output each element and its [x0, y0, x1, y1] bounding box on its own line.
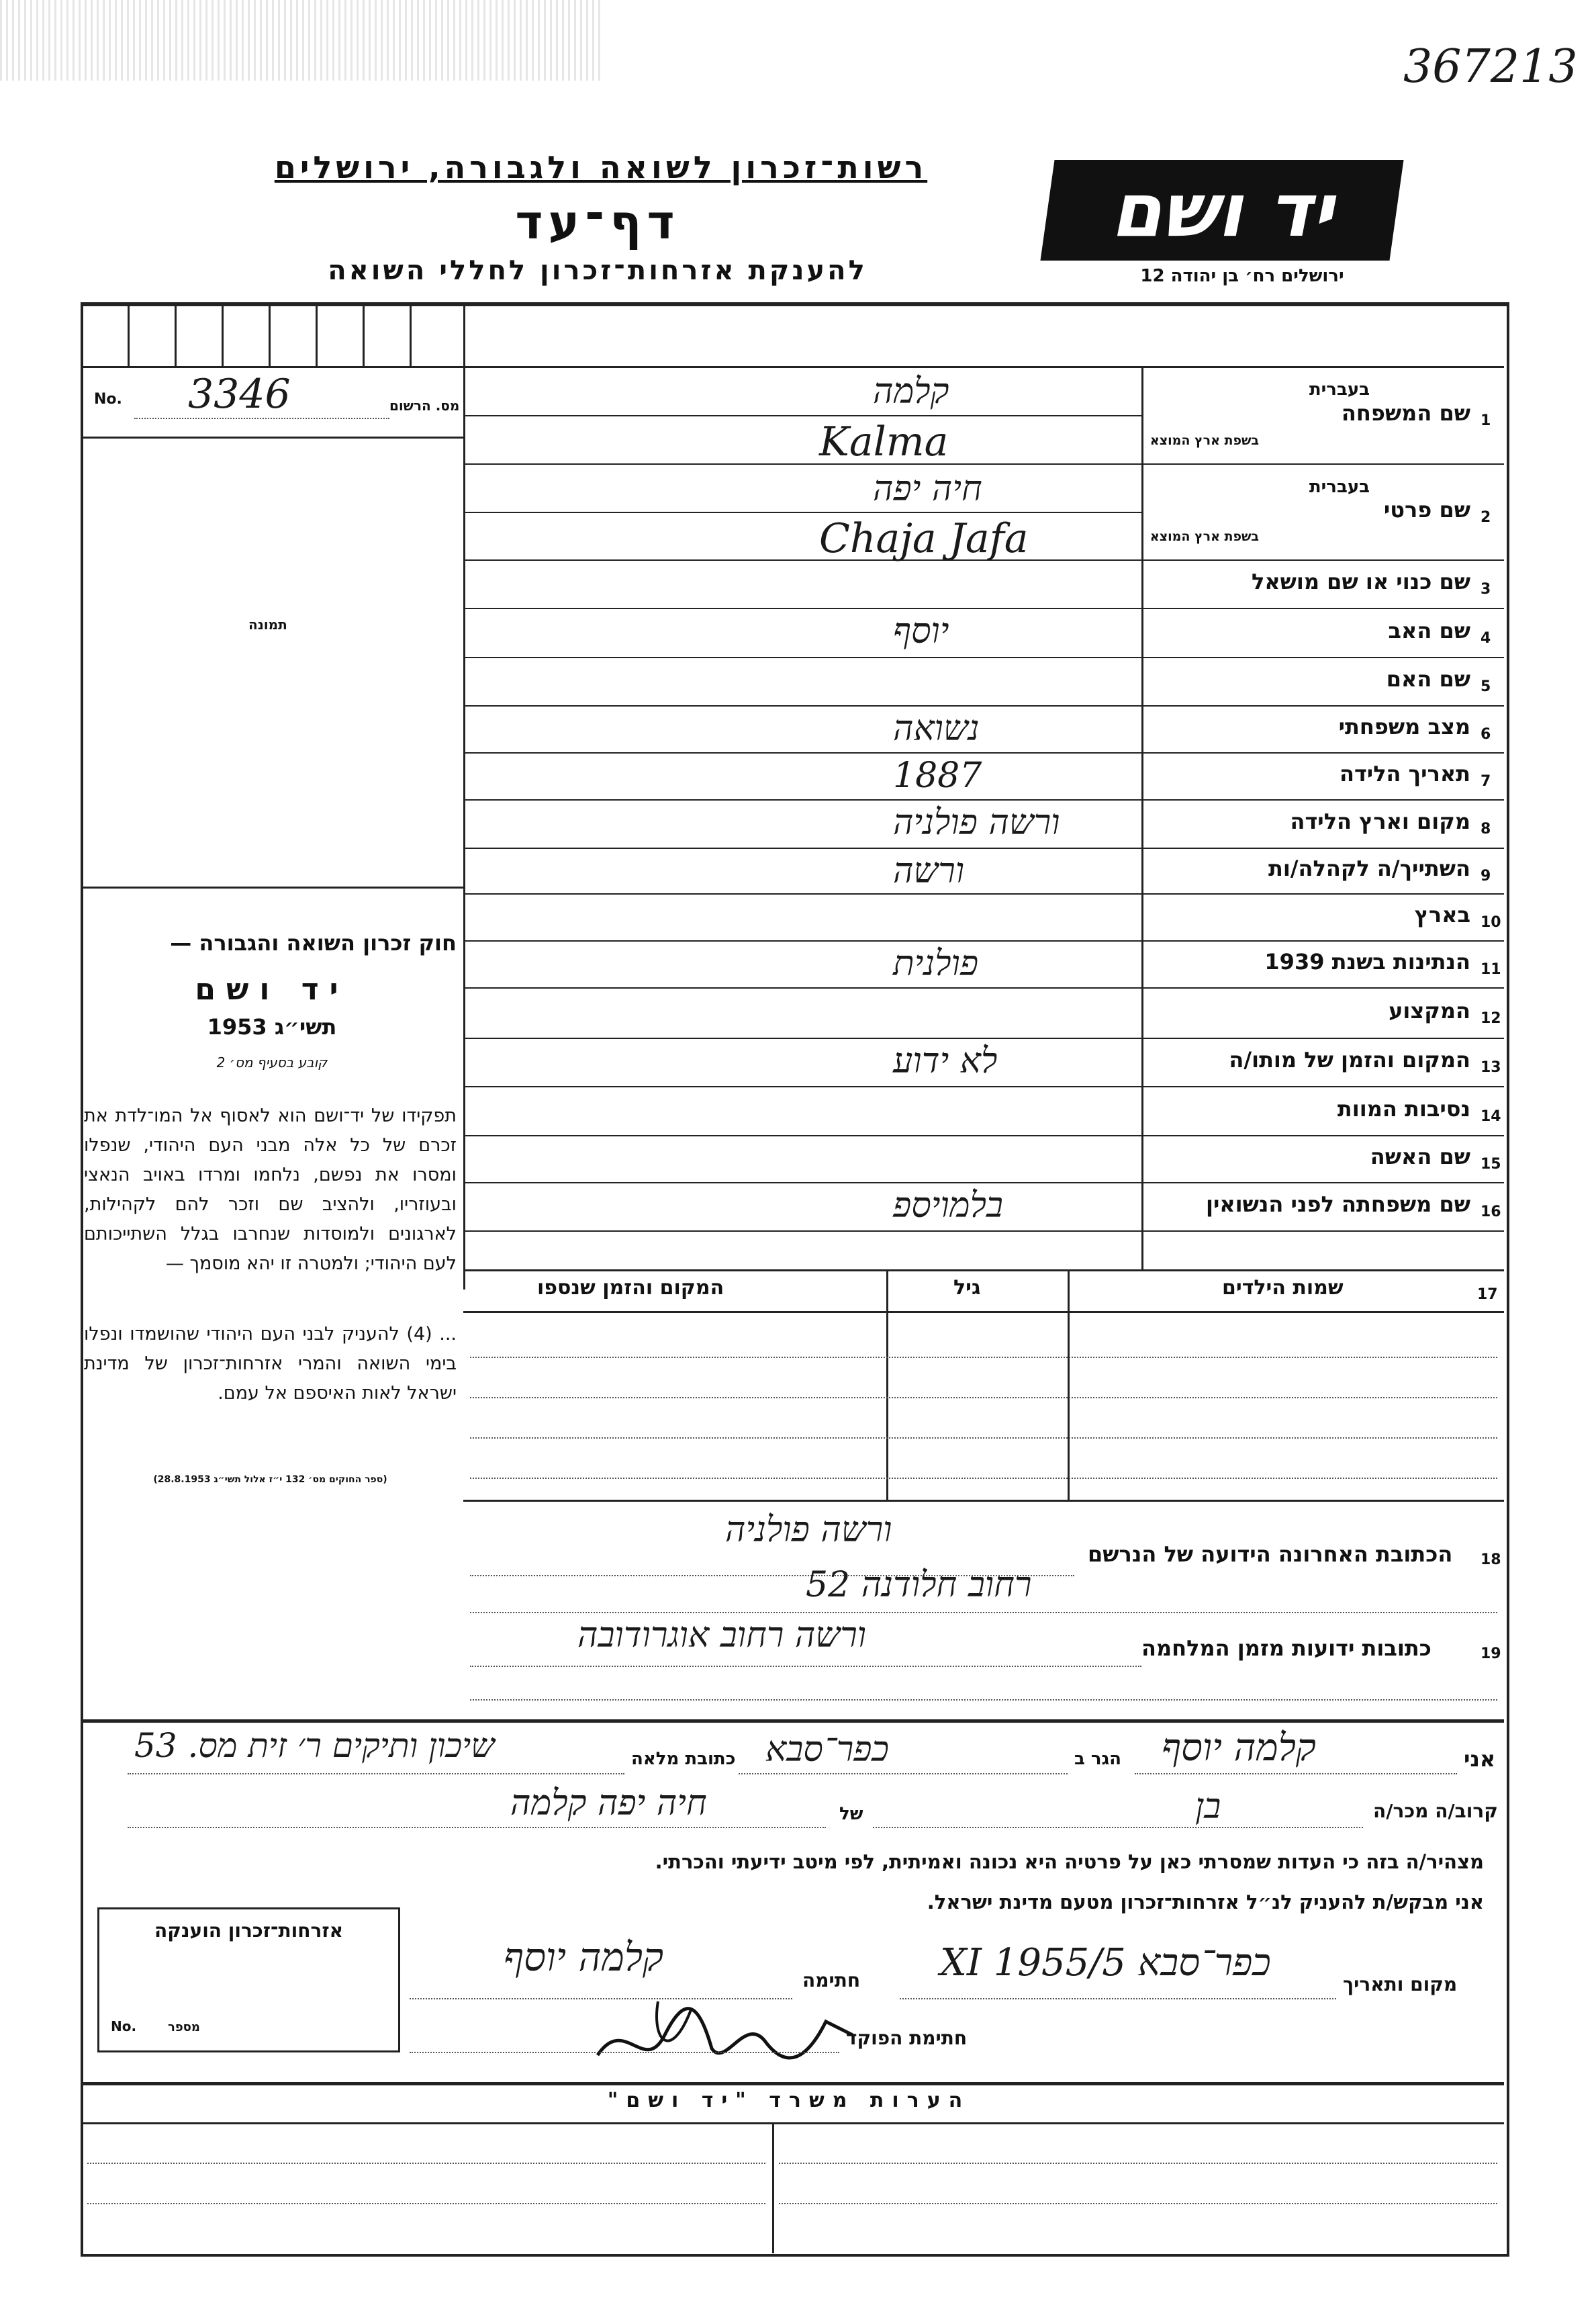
- field-sub-origin: בשפת ארץ המוצא: [1149, 529, 1259, 544]
- children-place-header: המקום והזמן שנספו: [537, 1276, 724, 1300]
- declarant-address-label: כתובת מלאה: [631, 1749, 736, 1769]
- declarant-ani: אני: [1464, 1746, 1496, 1772]
- field-value: 1887: [893, 756, 982, 796]
- field-row-divider: [463, 1182, 1504, 1183]
- address-header: ירושלים רח׳ בן יהודה 12: [1140, 266, 1344, 286]
- field-row-divider: [463, 1086, 1504, 1087]
- field-row-divider: [463, 848, 1504, 849]
- archive-number: 367213: [1403, 40, 1578, 93]
- field-number: 2: [1481, 508, 1491, 526]
- reg-no-label: No.: [94, 391, 122, 408]
- last-address-value-1: ורשה פולניה: [725, 1510, 892, 1550]
- field-row-divider: [463, 940, 1504, 942]
- law-title: חוק זכרון השואה והגבורה —: [170, 930, 457, 956]
- field-number: 16: [1481, 1204, 1501, 1220]
- officer-signature-label: חתימת הפוקד: [846, 2027, 968, 2049]
- field-label: בארץ: [1414, 902, 1470, 928]
- law-para-2: ... (4) להעניק לבני העם היהודי שהושמדו ונפלו בימי השואה והמרי אזרחות־זכרון של מדינת ישראל לאות האיספם אל עמם.: [84, 1324, 457, 1404]
- field-number: 11: [1481, 961, 1501, 978]
- field-row-divider: [463, 1230, 1504, 1232]
- field-number: 8: [1481, 821, 1491, 838]
- field-row-divider: [463, 463, 1504, 465]
- field-sub-origin: בשפת ארץ המוצא: [1149, 433, 1259, 448]
- authority-title: רשות־זכרון לשואה ולגבורה, ירושלים: [274, 149, 928, 185]
- request-text: אני מבקש/ת להעניק לנ״ל אזרחות־זכרון מטעם מדינת ישראל.: [927, 1891, 1484, 1913]
- field-label: נסיבות המוות: [1337, 1095, 1470, 1122]
- field-number: 15: [1481, 1156, 1501, 1173]
- field-half-divider: [463, 415, 1141, 416]
- field-row-divider: [463, 752, 1504, 754]
- last-address-value-2: רחוב חלודנה 52: [806, 1565, 1032, 1605]
- field-row-divider: [463, 987, 1504, 989]
- place-date-label: מקום ותאריך: [1343, 1973, 1458, 1995]
- field-number: 12: [1481, 1009, 1501, 1027]
- granted-mispar-label: מספר: [168, 2020, 200, 2034]
- war-address-label: כתובות ידועות מזמן המלחמה: [1141, 1635, 1431, 1661]
- field-sub-hebrew: בעברית: [1309, 379, 1370, 400]
- children-row-number: 17: [1477, 1286, 1498, 1303]
- field-number: 5: [1481, 678, 1491, 695]
- granted-box-title: אזרחות־זכרון הוענקה: [154, 1919, 343, 1942]
- field-sub-hebrew: בעברית: [1309, 477, 1370, 497]
- field-number: 3: [1481, 581, 1491, 598]
- law-clause: קובע בסעיף מס׳ 2: [216, 1054, 328, 1071]
- field-value-hebrew: קלמה: [873, 371, 949, 412]
- declarant-lives-value: כפר־סבא: [765, 1729, 889, 1770]
- photo-label: תמונה: [248, 617, 287, 633]
- field-row-divider: [463, 705, 1504, 707]
- remarks-title: הערות משרד "יד ושם": [607, 2089, 971, 2112]
- field-value: נשואה: [893, 709, 980, 749]
- declarant-of-value: חיה יפה קלמה: [510, 1783, 707, 1823]
- field-value-origin: Kalmа: [819, 418, 949, 465]
- field-label: תאריך הלידה: [1339, 761, 1470, 786]
- field-label: שם כנוי או שם מושאל: [1251, 569, 1470, 594]
- declarant-address-value: שיכון ותיקים ר׳ זית מס. 53: [134, 1726, 495, 1765]
- field-number: 13: [1481, 1059, 1501, 1076]
- field-label: המקום והזמן של מותו/ה: [1229, 1047, 1470, 1073]
- field-label: שם פרטי: [1383, 496, 1470, 523]
- field-row-divider: [463, 657, 1504, 658]
- children-names-header: שמות הילדים: [1222, 1276, 1344, 1300]
- field-label: שם האם: [1386, 666, 1470, 692]
- field-label: הנתינות בשנת 1939: [1264, 949, 1470, 975]
- field-value-origin: Chaja Jafa: [819, 514, 1029, 562]
- field-label: שם האשה: [1370, 1144, 1470, 1169]
- form-purpose: להענקת אזרחות־זכרון לחללי השואה: [328, 255, 867, 286]
- place-date-value: כפר־סבא 5/XI 1955: [940, 1941, 1271, 1985]
- field-value: לא ידוע: [893, 1041, 998, 1081]
- declarant-relation-label: קרוב/ה מכר/ה: [1373, 1800, 1498, 1822]
- field-row-divider: [463, 799, 1504, 801]
- field-half-divider: [463, 512, 1141, 513]
- war-address-value: ורשה רחוב אוגרודובה: [577, 1615, 867, 1656]
- field-row-divider: [463, 1135, 1504, 1136]
- last-address-number: 18: [1481, 1551, 1501, 1568]
- declaration-text: מצהיר/ה בזה כי העדות שמסרתי כאן על פרטיה היא נכונה ואמיתית, לפי מיטב ידיעתי והכרתי.: [655, 1850, 1484, 1873]
- law-year: תשי״ג 1953: [207, 1014, 337, 1040]
- field-number: 9: [1481, 868, 1491, 885]
- field-label: מקום וארץ הלידה: [1290, 809, 1470, 834]
- field-number: 1: [1481, 412, 1491, 429]
- scan-noise: [0, 0, 604, 81]
- last-address-label: הכתובת האחרונה הידועה של הנרשם: [1088, 1541, 1453, 1567]
- signature-value: קלמה יוסף: [504, 1934, 664, 1980]
- field-value: ורשה: [893, 851, 965, 891]
- field-value: יוסף: [893, 611, 949, 651]
- field-number: 10: [1481, 914, 1501, 931]
- logo-text: יד ושם: [1110, 167, 1334, 253]
- declarant-name: קלמה יוסף: [1162, 1726, 1316, 1770]
- field-row-divider: [463, 608, 1504, 609]
- form-title: דף־עד: [515, 195, 680, 250]
- war-address-number: 19: [1481, 1645, 1501, 1662]
- field-value: בלמויספ: [893, 1185, 1003, 1226]
- declarant-lives-label: הגר ב: [1074, 1749, 1122, 1769]
- field-number: 6: [1481, 726, 1491, 743]
- signature-label: חתימה: [802, 1969, 861, 1991]
- declarant-relation-value: בן: [1195, 1787, 1221, 1827]
- field-label: השתייך/ה לקהלה/ות: [1268, 856, 1470, 881]
- field-label: שם האב: [1388, 617, 1470, 643]
- declarant-of-label: של: [839, 1804, 863, 1824]
- law-name: יד ושם: [195, 973, 349, 1007]
- field-label: מצב משפחתי: [1338, 714, 1470, 739]
- field-value: ורשה פולניה: [893, 803, 1060, 843]
- field-label: המקצוע: [1389, 997, 1470, 1024]
- field-label: שם המשפחה: [1341, 400, 1470, 426]
- reg-no-heb-label: מס. הרשום: [389, 398, 460, 414]
- field-row-divider: [463, 1038, 1504, 1039]
- children-age-header: גיל: [953, 1276, 981, 1300]
- law-source: (ספר החוקים מס׳ 132 י״ז אלול תשי״ג 28.8.1953): [153, 1474, 387, 1485]
- granted-no-label: No.: [111, 2018, 137, 2034]
- field-row-divider: [463, 893, 1504, 895]
- field-number: 4: [1481, 629, 1491, 647]
- law-para-1: תפקידו של יד־ושם הוא לאסוף אל המו־לדת את זכרם של כל אלה מבני העם היהודי, שנפלו ומסרו את נפשם, נלחמו ומרדו באויב הנאצי ובעוזריו, ולהציב שם וזכר להם לקהילות, לארגונים ולמוסדות שנחרבו בגלל השתייכותם לעם היהודי; ולמטרה זו יהא מוסמך —: [84, 1105, 457, 1274]
- field-number: 7: [1481, 773, 1491, 790]
- field-number: 14: [1481, 1108, 1501, 1125]
- field-value: פולנית: [893, 944, 979, 984]
- reg-no-value: 3346: [188, 371, 291, 418]
- officer-signature-scribble: [584, 1988, 866, 2075]
- field-value-hebrew: חיה יפה: [873, 469, 982, 509]
- field-label: שם משפחתה לפני הנשואין: [1205, 1191, 1470, 1217]
